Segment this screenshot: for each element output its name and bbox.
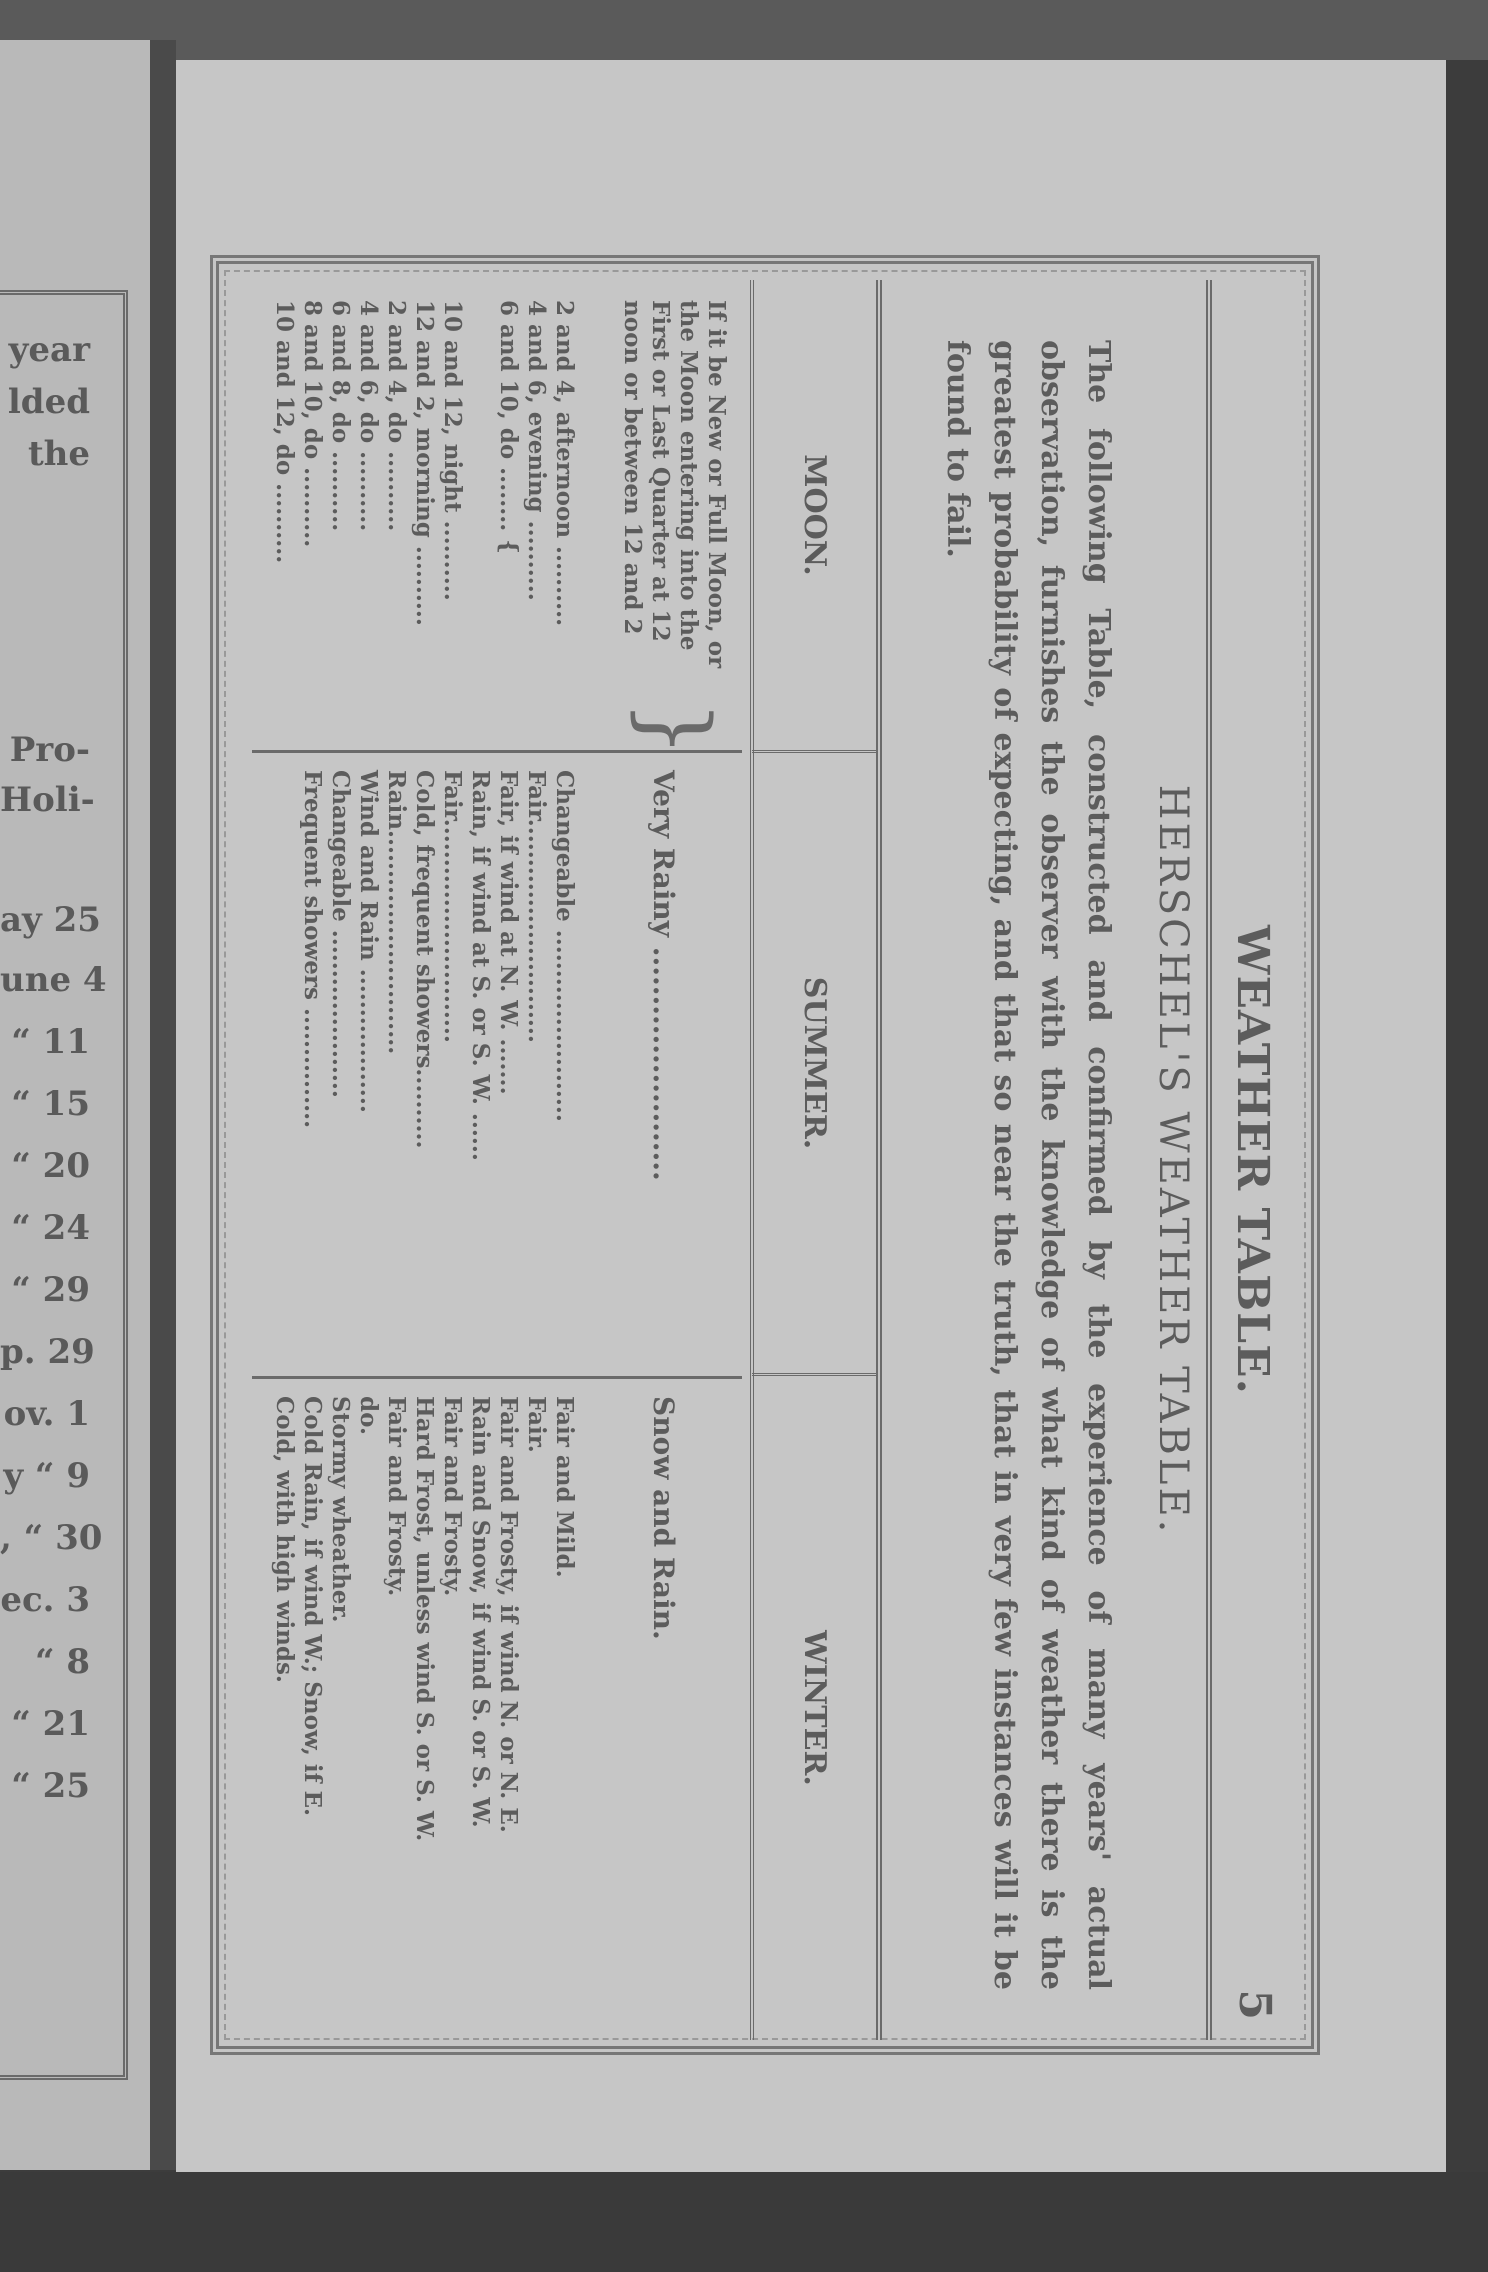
- table-row: [494, 280, 522, 2040]
- prev-fragment: Holi-: [0, 780, 95, 820]
- winter-cell: Fair and Frosty, if wind N. or N. E.: [495, 1396, 522, 1833]
- moon-cell: 6 and 10, do ........ {: [495, 300, 522, 555]
- table-row: [410, 280, 438, 2040]
- table-rows: [258, 280, 578, 2040]
- moon-cell: 4 and 6, do ..........: [355, 300, 382, 532]
- summer-cell: Very Rainy ........................: [647, 770, 680, 1181]
- prev-fragment: “ 15: [11, 1084, 90, 1124]
- summer-cell: Fair, if wind at N. W. .......: [495, 770, 522, 1095]
- summer-cell: Rain............................: [383, 770, 410, 1055]
- prev-fragment: ov. 1: [3, 1394, 90, 1434]
- winter-cell: Fair.: [523, 1396, 550, 1453]
- prev-fragment: “ 29: [11, 1270, 90, 1310]
- prev-fragment: Pro-: [9, 730, 90, 770]
- intro-paragraph: The following Table, constructed and confirmed by the experience of many years' actual observation, furnishes the observer with the knowledge of what kind of weather there is the greatest probability of expecting, and that so near the truth, that in very few instances will it be found to fail.: [940, 340, 1116, 1990]
- prev-fragment: lded: [7, 382, 90, 422]
- moon-cell: 10 and 12, do ..........: [271, 300, 298, 564]
- moon-cell: 4 and 6, evening ..........: [523, 300, 550, 601]
- table-row: [590, 280, 730, 2040]
- column-header-moon: MOON.: [797, 454, 832, 576]
- moon-cell: If it be New or Full Moon, or the Moon entering into the First or Last Quarter at 12 noon or between 12 and 2: [619, 300, 730, 669]
- table-row: [326, 280, 354, 2040]
- prev-fragment: “ 25: [11, 1766, 90, 1806]
- page-number: 5: [1229, 1989, 1280, 2020]
- page-title: HERSCHEL'S WEATHER TABLE.: [1150, 784, 1196, 1536]
- table-row: [298, 280, 326, 2040]
- brace-glyph: }: [623, 700, 728, 758]
- winter-cell: Hard Frost, unless wind S. or S. W.: [411, 1396, 438, 1842]
- winter-cell: Cold, with high winds.: [271, 1396, 298, 1683]
- prev-fragment: “ 11: [11, 1022, 90, 1062]
- winter-cell: Rain and Snow, if wind S. or S. W.: [467, 1396, 494, 1828]
- moon-cell: 8 and 10, do ..........: [299, 300, 326, 548]
- moon-cell: 2 and 4, afternoon ..........: [551, 300, 578, 627]
- summer-cell: Wind and Rain ..................: [355, 770, 382, 1113]
- winter-cell: Fair and Mild.: [551, 1396, 578, 1578]
- table-row: [382, 280, 410, 2040]
- table-header: [750, 280, 882, 2040]
- column-header-summer: SUMMER.: [752, 750, 876, 1376]
- prev-fragment: “ 21: [11, 1704, 90, 1744]
- prev-fragment: year: [8, 330, 90, 370]
- running-head: WEATHER TABLE.: [1227, 925, 1278, 1395]
- table-row: [550, 280, 578, 2040]
- prev-fragment: y “ 9: [3, 1456, 90, 1496]
- prev-fragment: ec. 3: [0, 1580, 90, 1620]
- winter-cell: Fair and Frosty.: [439, 1396, 466, 1597]
- previous-page: [0, 40, 150, 2170]
- prev-fragment: “ 20: [11, 1146, 90, 1186]
- scan-edge-top: [0, 0, 1488, 60]
- running-head-bar: [1206, 280, 1290, 2040]
- prev-fragment: une 4: [0, 960, 107, 1000]
- previous-page-text: [0, 330, 107, 2140]
- moon-cell: 2 and 4, do ..........: [383, 300, 410, 532]
- rotated-content: [240, 280, 1290, 2040]
- moon-cell: 6 and 8, do ..........: [327, 300, 354, 532]
- summer-cell: Rain, if wind at S. or S. W. ......: [467, 770, 494, 1161]
- table-row: [270, 280, 298, 2040]
- prev-fragment: p. 29: [0, 1332, 95, 1372]
- prev-fragment: , “ 30: [0, 1518, 103, 1558]
- winter-cell: Fair and Frosty.: [383, 1396, 410, 1597]
- winter-cell: Snow and Rain.: [647, 1396, 680, 1640]
- prev-fragment: ay 25: [0, 900, 101, 940]
- summer-cell: Changeable .....................: [327, 770, 354, 1098]
- summer-cell: Cold, frequent showers..........: [411, 770, 438, 1149]
- prev-fragment: the: [27, 434, 90, 474]
- moon-cell: 12 and 2, morning ..........: [411, 300, 438, 626]
- table-row: [466, 280, 494, 2040]
- table-row: [354, 280, 382, 2040]
- moon-cell: 10 and 12, night ..........: [439, 300, 466, 601]
- table-body: [260, 280, 730, 2040]
- summer-cell: Changeable ........................: [551, 770, 578, 1122]
- summer-cell: Fair............................: [439, 770, 466, 1043]
- prev-fragment: “ 8: [34, 1642, 90, 1682]
- scan-edge-bottom: [0, 2172, 1488, 2272]
- table-row: [438, 280, 466, 2040]
- winter-cell: do.: [355, 1396, 382, 1436]
- column-header-winter: WINTER.: [797, 1630, 832, 1786]
- summer-cell: Fair............................: [523, 770, 550, 1043]
- table-row: [522, 280, 550, 2040]
- prev-fragment: “ 24: [11, 1208, 90, 1248]
- winter-cell: Stormy wheather.: [327, 1396, 354, 1623]
- summer-cell: Frequent showers ...............: [299, 770, 326, 1129]
- page-gutter: [150, 40, 176, 2170]
- intro-section: [882, 280, 1212, 2040]
- winter-cell: Cold Rain, if wind W.; Snow, if E.: [299, 1396, 326, 1817]
